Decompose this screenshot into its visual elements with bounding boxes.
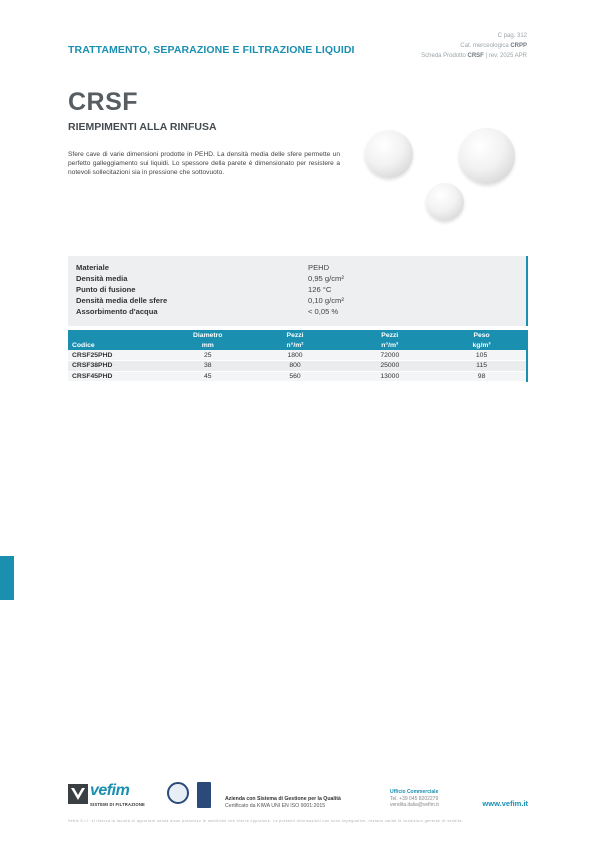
section-title: TRATTAMENTO, SEPARAZIONE E FILTRAZIONE LIQUIDI <box>68 44 355 56</box>
sphere-small <box>365 130 413 178</box>
table-cell: 25 <box>168 350 248 361</box>
prop-value: PEHD <box>308 263 330 272</box>
table-row <box>68 361 527 372</box>
table-cell: 800 <box>248 361 343 372</box>
product-codes-table <box>68 330 528 382</box>
table-cell: 25000 <box>342 361 437 372</box>
table-header: Pezzi <box>248 330 343 340</box>
table-header: Peso <box>437 330 527 340</box>
table-header: mm <box>168 340 248 350</box>
prop-label: Densità media delle sfere <box>76 296 168 305</box>
document-meta <box>421 31 527 61</box>
certification-seal-icon <box>167 782 189 804</box>
prop-value: 0,95 g/cm² <box>308 274 344 283</box>
product-photo <box>360 125 530 225</box>
prop-label: Materiale <box>76 263 109 272</box>
table-cell: 13000 <box>342 371 437 382</box>
page-ref: C pag. 312 <box>497 33 527 39</box>
company-logo: vefim <box>90 782 130 799</box>
table-cell: 45 <box>168 371 248 382</box>
table-header: Codice <box>68 340 168 350</box>
table-cell: 98 <box>437 371 527 382</box>
table-cell: 72000 <box>342 350 437 361</box>
sales-office-contact: Ufficio Commerciale Tel. +39 045 8202279 vendita.italia@vefim.it <box>390 789 439 808</box>
product-description: Sfere cave di varie dimensioni prodotte in PEHD. La densità media delle sfere permette un perfetto galleggiamento sui liquidi. Lo spessore della parete è dimensionato per resistere a notevoli sollecitazioni sia in pressione che sottovuoto. <box>68 151 340 177</box>
category-ref: Cat. merceologica CRPP <box>460 43 527 49</box>
website-link[interactable]: www.vefim.it <box>482 799 528 808</box>
table-cell: 38 <box>168 361 248 372</box>
table-header-row <box>68 330 527 340</box>
table-header <box>68 330 168 340</box>
prop-value: 126 °C <box>308 285 332 294</box>
table-cell: CRSF25PHD <box>68 350 168 361</box>
table-header-row <box>68 340 527 350</box>
prop-value: < 0,05 % <box>308 307 339 316</box>
table-header: kg/m³ <box>437 340 527 350</box>
sphere-medium <box>426 183 464 221</box>
company-tagline: SISTEMI DI FILTRAZIONE <box>90 802 146 807</box>
sheet-ref: Scheda Prodotto CRSF | rev. 2025 APR <box>421 53 527 59</box>
table-cell: 115 <box>437 361 527 372</box>
table-header: n°/m² <box>248 340 343 350</box>
prop-label: Assorbimento d'acqua <box>76 307 158 316</box>
table-header: Pezzi <box>342 330 437 340</box>
prop-label: Punto di fusione <box>76 285 136 294</box>
table-cell: 1800 <box>248 350 343 361</box>
table-cell: 105 <box>437 350 527 361</box>
table-cell: CRSF38PHD <box>68 361 168 372</box>
sphere-large <box>459 128 515 184</box>
footer <box>68 780 528 816</box>
quality-certification: Azienda con Sistema di Gestione per la Qualità Certificato da KIWA UNI EN ISO 9001:2015 <box>225 796 341 809</box>
prop-label: Densità media <box>76 274 128 283</box>
vefim-logo-icon <box>68 784 88 804</box>
product-subtitle: RIEMPIMENTI ALLA RINFUSA <box>68 121 217 133</box>
prop-value: 0,10 g/cm² <box>308 296 344 305</box>
table-cell: CRSF45PHD <box>68 371 168 382</box>
certification-badge-icon <box>197 782 211 808</box>
table-row <box>68 350 527 361</box>
product-name: CRSF <box>68 88 139 116</box>
properties-panel <box>68 256 528 326</box>
legal-disclaimer: Vefim S.r.l. si riserva la facoltà di apportare senza alcun preavviso le modifiche che riterrà opportune. Le presenti informazioni non sono impegnative, restano valide le condizioni generali di vendita. <box>68 819 464 823</box>
office-email-link[interactable]: vendita.italia@vefim.it <box>390 802 439 808</box>
side-section-tab <box>0 556 14 600</box>
table-header: Diametro <box>168 330 248 340</box>
table-header: n°/m³ <box>342 340 437 350</box>
table-cell: 560 <box>248 371 343 382</box>
table-row <box>68 371 527 382</box>
